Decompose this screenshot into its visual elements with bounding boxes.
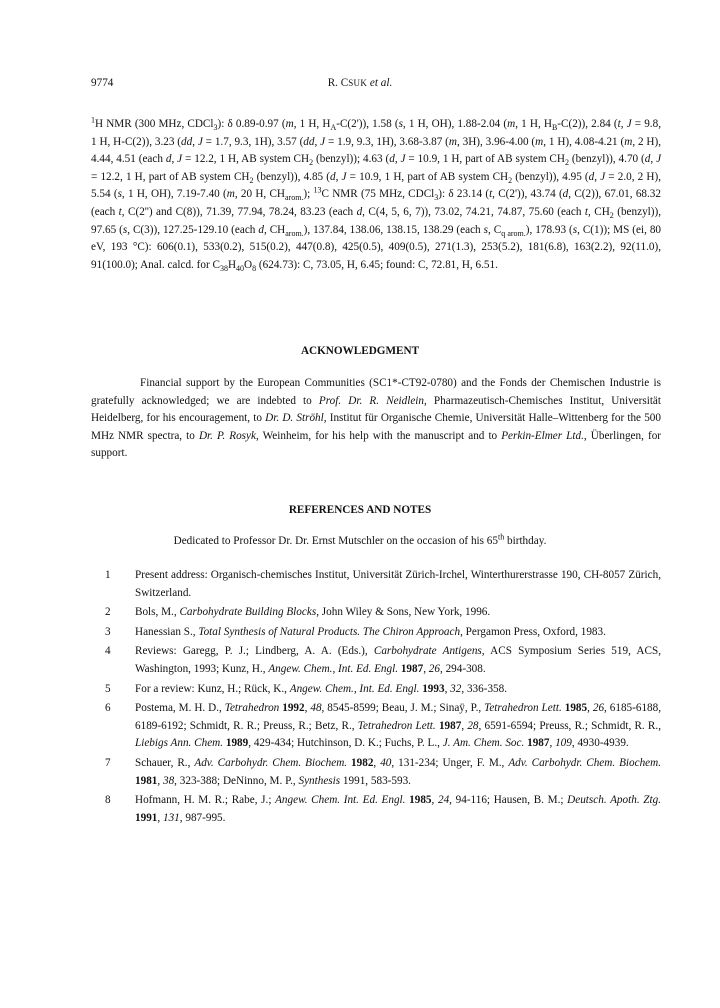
reference-number: 7	[105, 756, 111, 769]
reference-text: Reviews: Garegg, P. J.; Lindberg, A. A. (Eds.), Carbohydrate Antigens, ACS Symposium Series 519, ACS, Washington, 1993; Kunz, H., Angew. Chem., Int. Ed. Engl. 1987, 26, 294-308.	[135, 645, 661, 675]
reference-list	[91, 567, 661, 829]
reference-item	[91, 567, 661, 602]
reference-item	[91, 700, 661, 753]
reference-text: Hanessian S., Total Synthesis of Natural Products. The Chiron Approach, Pergamon Press, Oxford, 1983.	[135, 625, 606, 638]
reference-item	[91, 624, 661, 642]
reference-number: 5	[105, 682, 111, 695]
reference-text: Hofmann, H. M. R.; Rabe, J.; Angew. Chem. Int. Ed. Engl. 1985, 24, 94-116; Hausen, B. M.; Deutsch. Apoth. Ztg. 1991, 131, 987-995.	[135, 794, 662, 824]
reference-item	[91, 792, 661, 827]
nmr-data-paragraph: $^1$H NMR (300 MHz, CDCl$_3$): δ 0.89-0.97 (m, 1 H, $H_A-C(2')$), 1.58 (s, 1 H, OH), 1.88-2.04 (m, 1 H, $H_B-C(2)$), 2.84 (t, J = 9.8, 1 H, H-C(2)), 3.23 (dd, J = 1.7, 9.3, 1H), 3.57 (dd, J = 1.9, 9.3, 1H), 3.68-3.87 (m, 3H), 3.96-4.00 (m, 1 H), 4.08-4.21 (m, 2 H), 4.44, 4.51 (each d, J = 12.2, 1 H, AB system $CH_2$ (benzyl)); 4.63 (d, J = 10.9, 1 H, part of AB system $CH_2$ (benzyl)), 4.70 (d, J = 12.2, 1 H, part of AB system $CH_2$ (benzyl)), 4.85 (d, J = 10.9, 1 H, part of AB system $CH_2$ (benzyl)), 4.95 (d, J = 2.0, 2 H), 5.54 (s, 1 H, OH), 7.19-7.40 (m, 20 H, $CH_{arom.}$); $^{13}$C NMR (75 MHz, CDCl$_3$): δ 23.14 (t, C(2')), 43.74 (d, C(2)), 67.01, 68.32 (each t, C(2'') and C(8)), 71.39, 77.94, 78.24, 83.23 (each d, C(4, 5, 6, 7)), 73.02, 74.21, 74.87, 75.60 (each t, $CH_2$ (benzyl)), 97.65 (s, C(3)), 127.25-129.10 (each d, $CH_{arom.}$), 137.84, 138.06, 138.15, 138.29 (each s, $C_{q arom.}$), 178.93 (s, C(1)); MS (ei, 80 eV, 193 °C): 606(0.1), 533(0.2), 515(0.2), 447(0.8), 425(0.5), 409(0.5), 271(1.3), 253(5.2), 181(6.8), 163(2.2), 92(11.0), 91(100.0); Anal. calcd. for $C_{38}H_{40}O_8$ (624.73): C, 73.05, H, 6.45; found: C, 72.81, H, 6.51.	[91, 115, 662, 273]
reference-item	[91, 681, 661, 699]
reference-number: 1	[105, 569, 111, 581]
reference-number: 4	[105, 645, 111, 658]
references-heading: REFERENCES AND NOTES	[288, 504, 432, 516]
reference-number: 6	[105, 702, 111, 715]
reference-text: Bols, M., Carbohydrate Building Blocks, John Wiley & Sons, New York, 1996.	[135, 606, 491, 619]
dedication: Dedicated to Professor Dr. Dr. Ernst Mutschler on the occasion of his 65th birthday.	[173, 532, 547, 547]
reference-number: 8	[105, 794, 111, 807]
reference-item	[91, 755, 661, 790]
acknowledgment-heading: ACKNOWLEDGMENT	[300, 345, 420, 357]
acknowledgment-text: Financial support by the European Communities (SC1*-CT92-0780) and the Fonds der Chemischen Industrie is gratefully acknowledged; we are indebted to Prof. Dr. R. Neidlein, Pharmazeutisch-Chemisches Institut, Universität Heidelberg, for his encouragement, to Dr. D. Ströhl, Institut für Organische Chemie, Universität Halle–Wittenberg for the 500 MHz NMR spectra, to Dr. P. Rosyk, Weinheim, for his help with the manuscript and to Perkin-Elmer Ltd., Überlingen, for support.	[91, 377, 662, 460]
reference-text: Present address: Organisch-chemisches Institut, Universität Zürich-Irchel, Winterthurerstrasse 190, CH-8057 Zürich, Switzerland.	[135, 569, 661, 599]
reference-item	[91, 643, 661, 678]
reference-text: Postema, M. H. D., Tetrahedron 1992, 48, 8545-8599; Beau, J. M.; Sinaÿ, P., Tetrahedron Lett. 1985, 26, 6185-6188, 6189-6192; Schmidt, R. R.; Preuss, R.; Betz, R., Tetrahedron Lett. 1987, 28, 6591-6594; Preuss, R.; Schmidt, R. R., Liebigs Ann. Chem. 1989, 429-434; Hutchinson, D. K.; Fuchs, P. L., J. Am. Chem. Soc. 1987, 109, 4930-4939.	[135, 702, 662, 750]
reference-item	[91, 604, 661, 622]
reference-number: 2	[105, 606, 111, 619]
running-head-authors: R. CSUK et al.	[327, 77, 393, 89]
reference-text: Schauer, R., Adv. Carbohydr. Chem. Biochem. 1982, 40, 131-234; Unger, F. M., Adv. Carbohydr. Chem. Biochem. 1981, 38, 323-388; DeNinno, M. P., Synthesis 1991, 583-593.	[135, 756, 662, 787]
reference-text: For a review: Kunz, H.; Rück, K., Angew. Chem., Int. Ed. Engl. 1993, 32, 336-358.	[135, 682, 508, 695]
reference-number: 3	[105, 625, 111, 638]
page-number: 9774	[91, 77, 114, 89]
